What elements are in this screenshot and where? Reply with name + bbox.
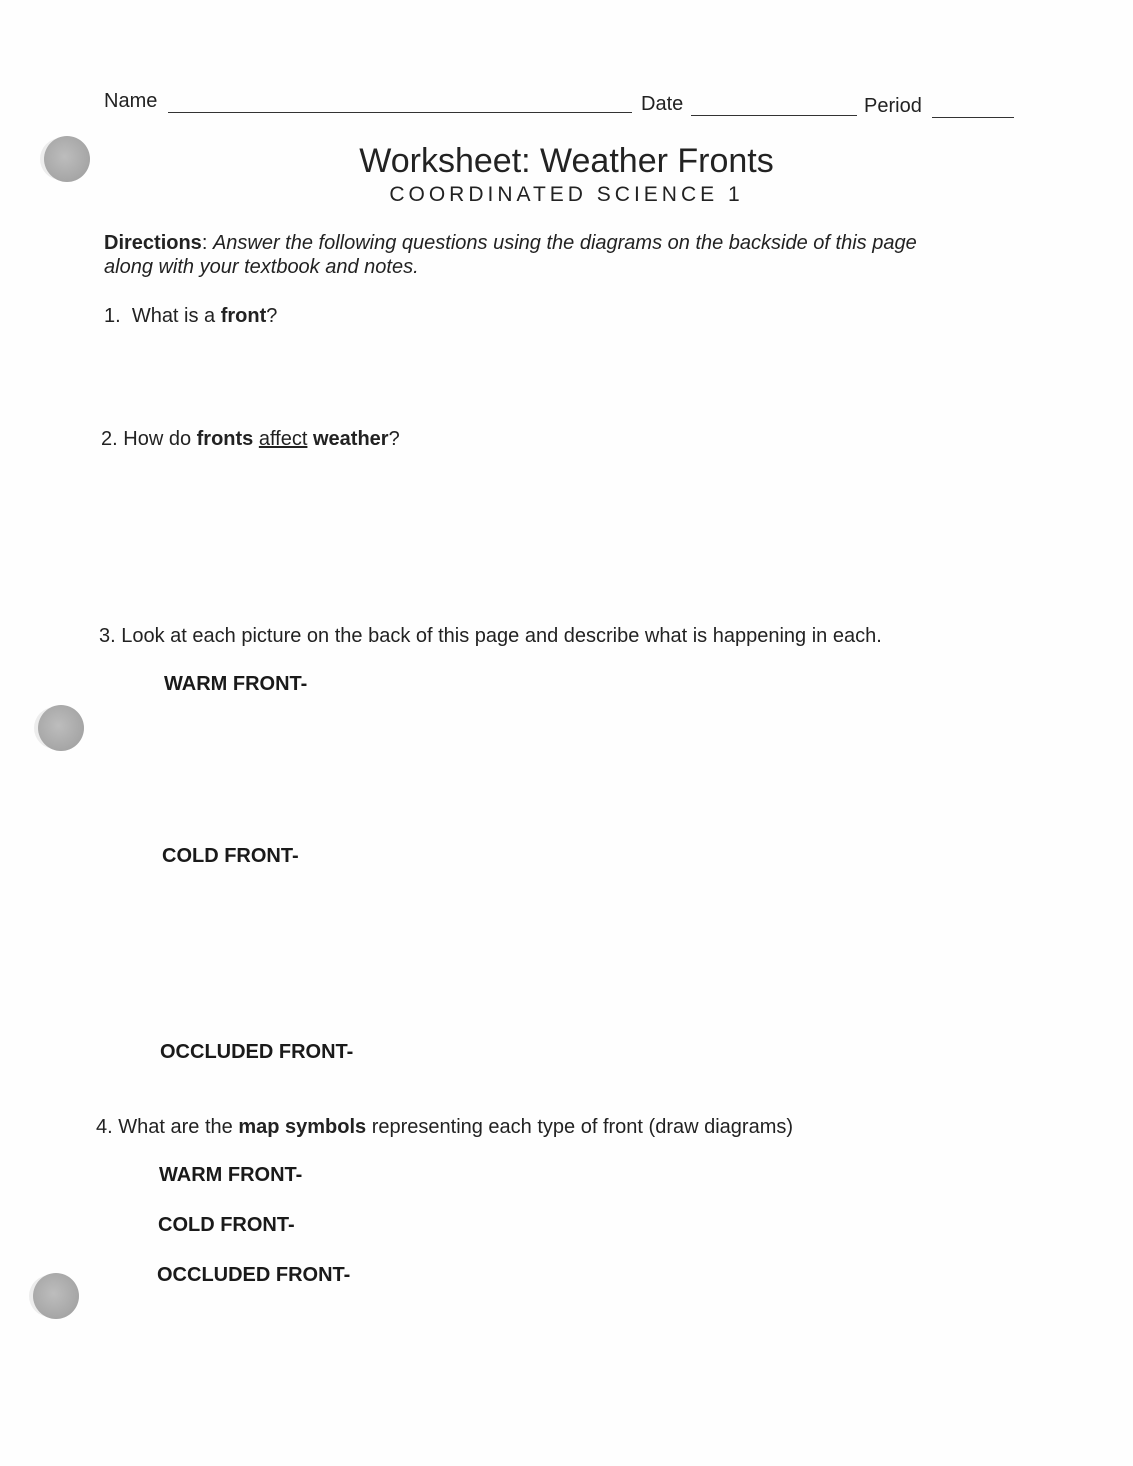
question-2: 2. How do fronts affect weather? (101, 428, 400, 450)
q3-warm-front-answer[interactable] (164, 705, 1004, 835)
page-title: Worksheet: Weather Fronts (359, 142, 774, 180)
q4-occluded-front-drawing-area[interactable] (380, 1260, 1000, 1294)
date-label: Date (641, 93, 684, 115)
q3-occluded-front-answer[interactable] (160, 1070, 1000, 1110)
name-field[interactable] (168, 112, 632, 113)
binder-hole-bottom (33, 1273, 79, 1319)
period-label: Period (864, 95, 922, 117)
directions-text-line2: along with your textbook and notes. (104, 256, 419, 278)
q4-warm-front-label: WARM FRONT- (159, 1164, 303, 1186)
q3-cold-front-answer[interactable] (162, 877, 1002, 1027)
name-label: Name (104, 90, 158, 112)
q3-warm-front-label: WARM FRONT- (164, 673, 308, 695)
q4-cold-front-drawing-area[interactable] (320, 1210, 1000, 1244)
answer-area-1[interactable] (104, 335, 1004, 425)
q4-cold-front-label: COLD FRONT- (158, 1214, 295, 1236)
date-field[interactable] (691, 115, 857, 116)
q3-cold-front-label: COLD FRONT- (162, 845, 299, 867)
page-subtitle: COORDINATED SCIENCE 1 (389, 183, 744, 206)
directions-label: Directions (104, 232, 202, 254)
directions-text-line1: Answer the following questions using the diagrams on the backside of this page (212, 232, 917, 254)
q3-occluded-front-label: OCCLUDED FRONT- (160, 1041, 354, 1063)
q4-warm-front-drawing-area[interactable] (330, 1160, 1000, 1194)
q4-occluded-front-label: OCCLUDED FRONT- (157, 1264, 351, 1286)
question-4: 4. What are the map symbols representing each type of front (draw diagrams) (96, 1116, 794, 1138)
question-1: 1. What is a front? (104, 305, 278, 327)
binder-hole-middle (38, 705, 84, 751)
period-field[interactable] (932, 117, 1014, 118)
directions: Directions: Answer the following questions using the diagrams on the backside of this page along with your textbook and notes. (104, 232, 917, 278)
answer-area-2[interactable] (101, 460, 1001, 610)
question-3: 3. Look at each picture on the back of this page and describe what is happening in each. (99, 625, 882, 647)
